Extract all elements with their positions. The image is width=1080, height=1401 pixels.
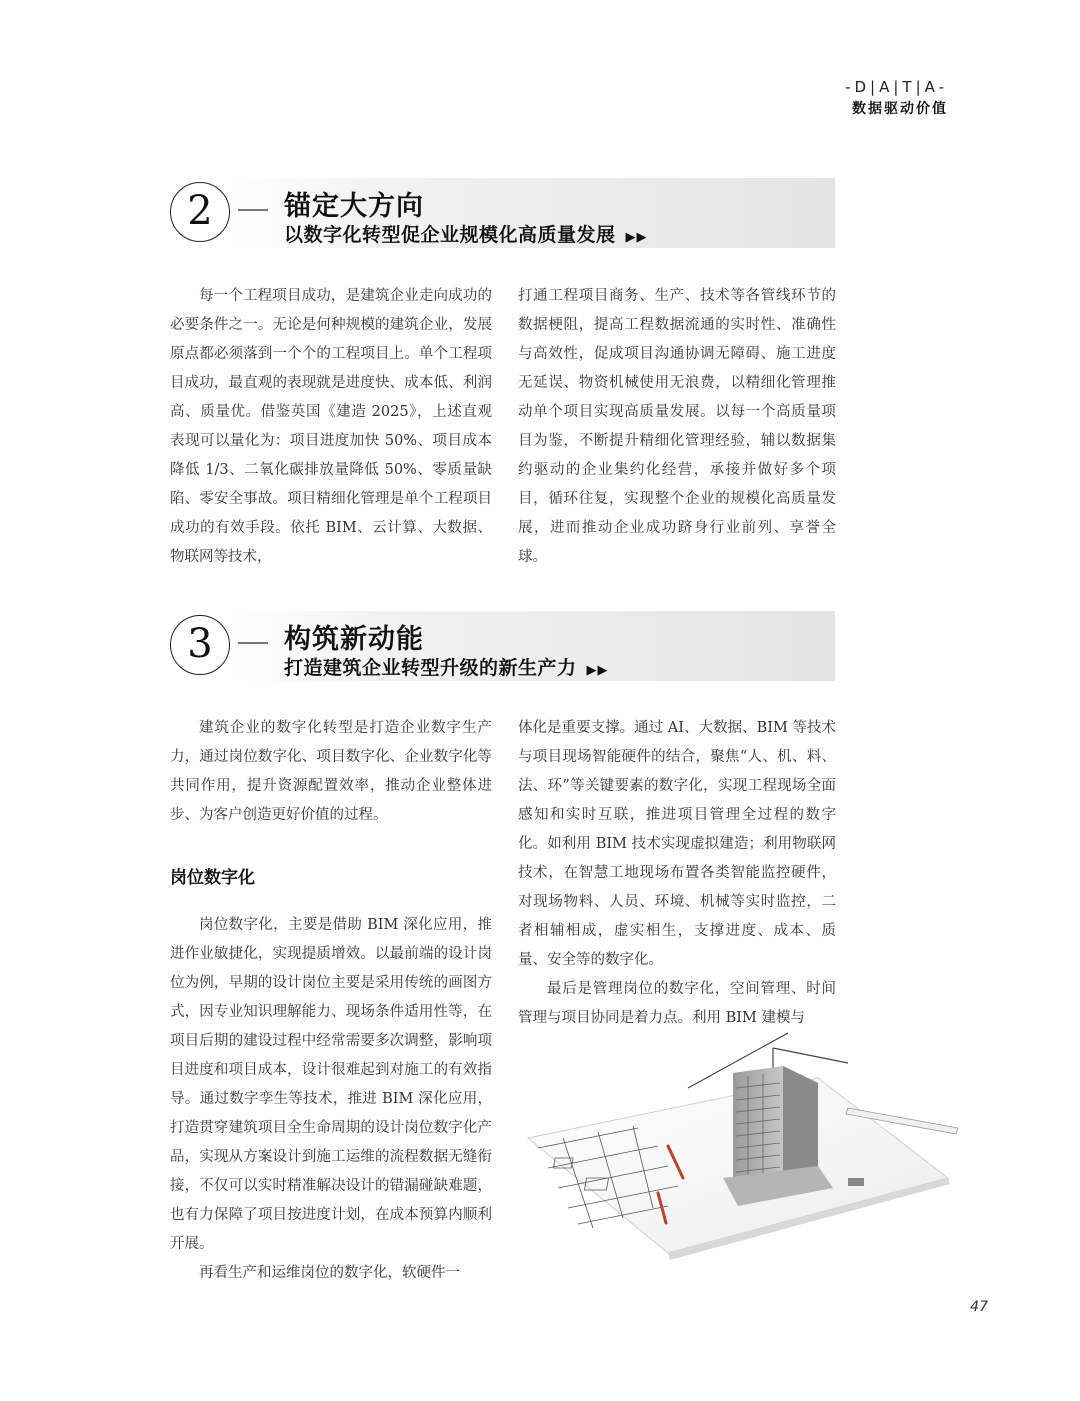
body-paragraph: 建筑企业的数字化转型是打造企业数字生产力，通过岗位数字化、项目数字化、企业数字化等共同作用，提升资源配置效率，推动企业整体进步、为客户创造更好价值的过程。 [170, 720, 492, 823]
double-arrow-icon: ▶▶ [625, 230, 648, 245]
section-3-heading [170, 611, 835, 681]
section-subtitle [284, 220, 648, 247]
masthead-letters: -D|A|T|A- [845, 78, 948, 96]
section-3-right-column [518, 714, 836, 1033]
subheading: 岗位数字化 [170, 868, 255, 888]
building-blueprint-illustration [518, 1028, 960, 1260]
section-2-right-column [518, 282, 836, 572]
body-paragraph: 每一个工程项目成功，是建筑企业走向成功的必要条件之一。无论是何种规模的建筑企业，发展原点都必须落到一个个的工程项目上。单个工程项目成功，最直观的表现就是进度快、成本低、利润高、质量优。借鉴英国《建造 2025》，上述直观表现可以量化为：项目进度加快 50%、项目成本降低 1/3、二氧化碳排放量降低 50%、零质量缺陷、零安全事故。项目精细化管理是单个工程项目成功的有效手段。依托 BIM、云计算、大数据、物联网等技术， [170, 288, 492, 565]
subtitle-text: 以数字化转型促企业规模化高质量发展 [284, 224, 616, 246]
section-3-left-column [170, 714, 492, 1288]
masthead-tagline: 数据驱动价值 [852, 101, 948, 117]
double-arrow-icon: ▶▶ [586, 663, 609, 678]
section-number-circle: 2 [170, 182, 230, 242]
body-paragraph: 岗位数字化，主要是借助 BIM 深化应用，推进作业敏捷化，实现提质增效。以最前端的设计岗位为例，早期的设计岗位主要是采用传统的画图方式，因专业知识理解能力、现场条件适用性等，在项目后期的建设过程中经常需要多次调整，影响项目进度和项目成本，设计很难起到对施工的有效指导。通过数字孪生等技术，推进 BIM 深化应用，打造贯穿建筑项目全生命周期的设计岗位数字化产品，实现从方案设计到施工运维的流程数据无缝衔接，不仅可以实时精准解决设计的错漏碰缺难题，也有力保障了项目按进度计划，在成本预算内顺利开展。 [170, 917, 492, 1252]
heading-dash [238, 642, 268, 644]
body-paragraph: 打通工程项目商务、生产、技术等各管线环节的数据梗阻，提高工程数据流通的实时性、准确性与高效性，促成项目沟通协调无障碍、施工进度无延误、物资机械使用无浪费，以精细化管理推动单个项目实现高质量发展。以每一个高质量项目为鉴，不断提升精细化管理经验，辅以数据集约驱动的企业集约化经营，承接并做好多个项目，循环往复，实现整个企业的规模化高质量发展，进而推动企业成功跻身行业前列、享誉全球。 [518, 288, 836, 565]
section-title: 锚定大方向 [284, 191, 424, 222]
page-number: 47 [970, 1299, 988, 1315]
section-subtitle [284, 653, 609, 680]
subtitle-text: 打造建筑企业转型升级的新生产力 [284, 657, 577, 679]
section-2-heading [170, 178, 835, 248]
body-paragraph: 体化是重要支撑。通过 AI、大数据、BIM 等技术与项目现场智能硬件的结合，聚焦“人、机、料、法、环”等关键要素的数字化，实现工程现场全面感知和实时互联，推进项目管理全过程的数字化。如利用 BIM 技术实现虚拟建造；利用物联网技术，在智慧工地现场布置各类智能监控硬件，对现场物料、人员、环境、机械等实时监控，二者相辅相成，虚实相生，支撑进度、成本、质量、安全等的数字化。 [518, 720, 836, 968]
heading-dash [238, 209, 268, 211]
section-number-circle: 3 [170, 615, 230, 675]
body-paragraph: 最后是管理岗位的数字化，空间管理、时间管理与项目协同是着力点。利用 BIM 建模与 [518, 981, 836, 1026]
section-2-left-column [170, 282, 492, 572]
body-paragraph: 再看生产和运维岗位的数字化，软硬件一 [199, 1265, 460, 1281]
masthead [845, 78, 948, 118]
section-title: 构筑新动能 [284, 624, 424, 655]
